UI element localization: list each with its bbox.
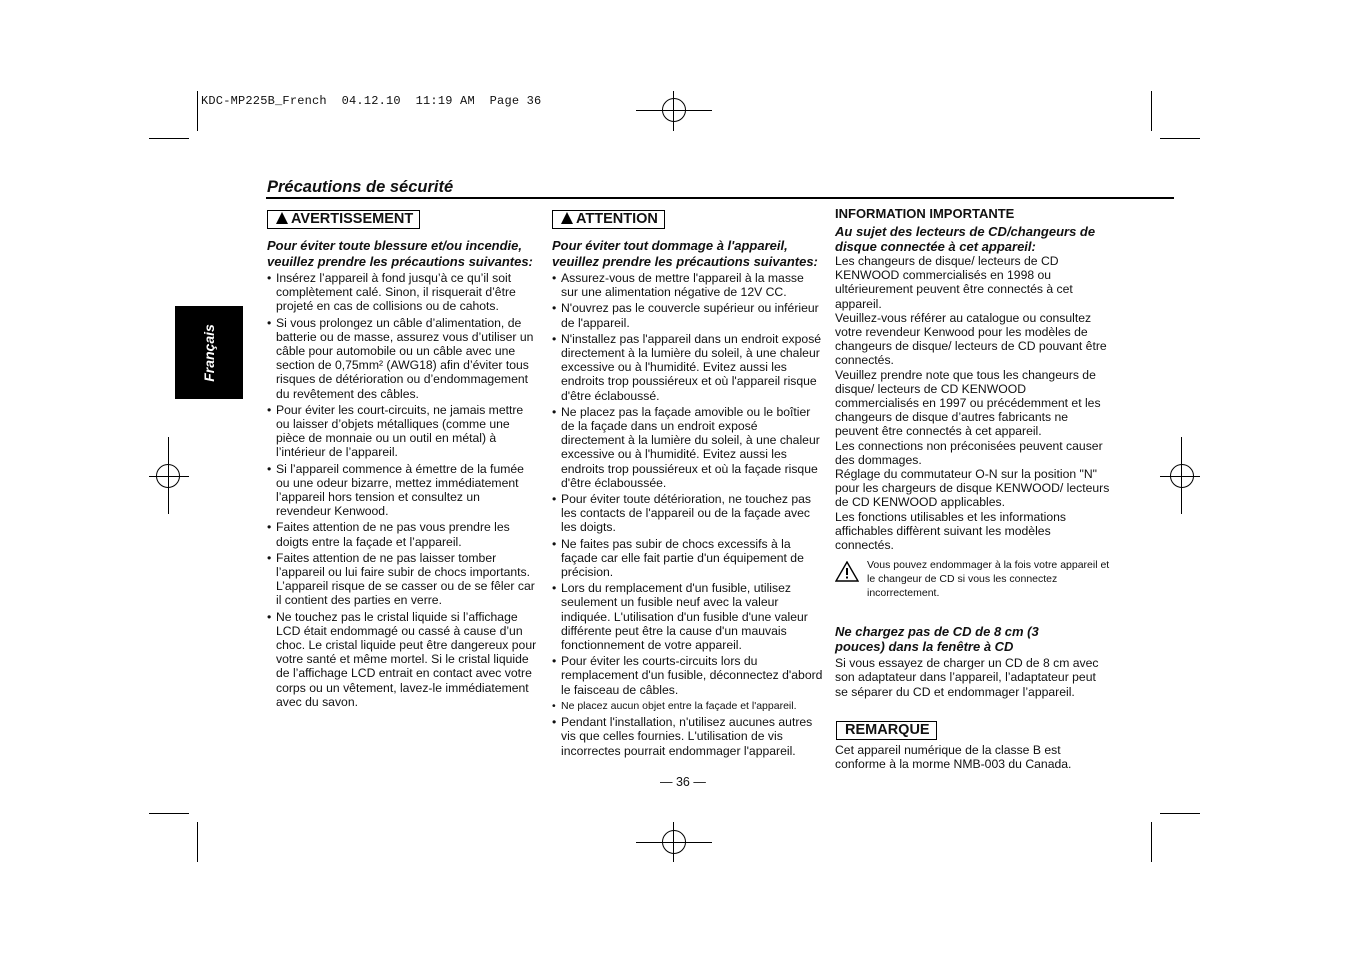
warning-triangle-icon	[276, 212, 288, 224]
warning-triangle-icon	[561, 212, 573, 224]
list-item: • Pour éviter les courts-circuits lors du remplacement d'un fusible, déconnectez d'abord le faisceau de câbles.	[551, 654, 823, 697]
info-column	[835, 206, 1110, 771]
list-item: • Assurez-vous de mettre l'appareil à la masse sur une alimentation négative de 12V CC.	[551, 271, 823, 299]
list-item: • Si l’appareil commence à émettre de la fumée ou une odeur bizarre, mettez immédiatement l’appareil hors tension et consultez un revendeur Kenwood.	[266, 462, 538, 519]
info-paragraph: Veuillez-vous référer au catalogue ou consultez votre revendeur Kenwood pour les modèles de changeurs de disque/ lecteurs de CD pouvant être connectés.	[835, 310, 1107, 368]
caution-triangle-icon	[835, 558, 867, 600]
language-tab	[175, 306, 243, 399]
warning-lead: Pour éviter toute blessure et/ou incendie, veuillez prendre les précautions suivantes:	[267, 238, 533, 269]
attention-heading-box	[552, 210, 665, 229]
list-item: • Ne placez pas la façade amovible ou le boîtier de la façade dans un endroit exposé directement à la lumière du soleil, à une chaleur excessive ou à l'humidité. Evitez aussi les endroits trop poussiéreux et où la façade risque d'être éclaboussée.	[551, 405, 823, 490]
language-tab-label: Français	[201, 323, 217, 382]
list-item: • Pendant l'installation, n'utilisez aucunes autres vis que celles fournies. L'utilisation de vis incorrectes pourrait endommager l'appareil.	[551, 715, 823, 758]
warning-list	[266, 271, 538, 709]
warning-heading: AVERTISSEMENT	[291, 211, 414, 227]
info-paragraph: Les changeurs de disque/ lecteurs de CD KENWOOD commercialisés en 1998 ou ultérieurement peuvent être connectés à cet appareil.	[835, 254, 1073, 311]
print-slug: KDC-MP225B_French 04.12.10 11:19 AM Page 36	[201, 94, 542, 108]
attention-list	[551, 271, 823, 758]
crop-mark	[1151, 822, 1152, 862]
list-item: • Faites attention de ne pas laisser tomber l’appareil ou lui faire subir de chocs importants. L’appareil risque de se casser ou de se fêler car il contient des parties en verre.	[266, 551, 538, 608]
list-item: • Lors du remplacement d'un fusible, utilisez seulement un fusible neuf avec la valeur indiquée. L'utilisation d'un fusible d'une valeur différente peut être la cause d'un mauvais fonctionnement de votre appareil.	[551, 581, 823, 652]
attention-column	[551, 210, 823, 760]
info-paragraph: Veuillez prendre note que tous les changeurs de disque/ lecteurs de CD KENWOOD commercialisés en 1997 ou précédemment et les changeurs de disque d’autres fabricants ne peuvent être connectés à cet appareil.	[835, 367, 1101, 439]
attention-lead: Pour éviter tout dommage à l'appareil, veuillez prendre les précautions suivantes:	[552, 238, 818, 269]
info-subheading: Au sujet des lecteurs de CD/changeurs de disque connectée à cet appareil:	[835, 224, 1096, 254]
list-item: • Ne touchez pas le cristal liquide si l’affichage LCD était endommagé ou cassé à cause d’un choc. Le cristal liquide peut être dangereux pour votre santé et même mortel. Si le cristal liquide de l’affichage LCD entrait en contact avec votre corps ou un vêtement, lavez-le immédiatement avec du savon.	[266, 610, 538, 709]
crop-mark	[1160, 138, 1200, 139]
info-heading: INFORMATION IMPORTANTE	[835, 206, 1015, 221]
remark-heading: REMARQUE	[845, 721, 930, 738]
list-item: • Pour éviter les court-circuits, ne jamais mettre ou laisser d’objets métalliques (comme une pièce de monnaie ou un outil en métal) à l’intérieur de l’appareil.	[266, 403, 538, 460]
info-paragraph: Les connections non préconisées peuvent causer des dommages.	[835, 438, 1103, 467]
info-paragraph: Réglage du commutateur O-N sur la position "N" pour les chargeurs de disque KENWOOD/ lecteurs de CD KENWOOD applicables.	[835, 467, 1110, 510]
cd8-text: Si vous essayez de charger un CD de 8 cm avec son adaptateur dans l’appareil, l’adaptateur peut se séparer du CD et endommager l’appareil.	[835, 656, 1099, 699]
crop-mark	[149, 138, 189, 139]
list-item: • N'ouvrez pas le couvercle supérieur ou inférieur de l'appareil.	[551, 301, 823, 329]
remark-text: Cet appareil numérique de la classe B est conforme à la morme NMB-003 du Canada.	[835, 742, 1072, 772]
list-item: • Ne faites pas subir de chocs excessifs à la façade car elle fait partie d'un équipement de précision.	[551, 537, 823, 580]
page-number: — 36 —	[660, 775, 706, 789]
cd8-heading: Ne chargez pas de CD de 8 cm (3 pouces) dans la fenêtre à CD	[835, 624, 1039, 655]
crop-mark	[197, 822, 198, 862]
crop-mark	[1160, 813, 1200, 814]
info-paragraph: Les fonctions utilisables et les informations affichables diffèrent suivant les modèles connectés.	[835, 509, 1067, 553]
crop-mark	[197, 91, 198, 131]
list-item: • Si vous prolongez un câble d’alimentation, de batterie ou de masse, assurez vous d’utiliser un câble pour automobile ou un câble avec une section de 0,75mm² (AWG18) afin d’éviter tous risques de détérioration ou d’endommagement du revêtement des câbles.	[266, 316, 538, 401]
crop-mark	[1151, 91, 1152, 131]
list-item: • Faites attention de ne pas vous prendre les doigts entre la façade et l’appareil.	[266, 520, 538, 548]
caution-note-text: Vous pouvez endommager à la fois votre appareil et le changeur de CD si vous les connectez incorrectement.	[867, 559, 1110, 600]
list-item: • N'installez pas l'appareil dans un endroit exposé directement à la lumière du soleil, à une chaleur excessive ou à l'humidité. Evitez aussi les endroits trop poussiéreux et où l'appareil risque d'être éclaboussé.	[551, 332, 823, 403]
warning-column	[266, 210, 538, 711]
list-item: • Pour éviter toute détérioration, ne touchez pas les contacts de l'appareil ou de la façade avec les doigts.	[551, 492, 823, 535]
caution-note	[835, 558, 1110, 600]
warning-heading-box	[267, 210, 420, 229]
list-item: • Ne placez aucun objet entre la façade et l'appareil.	[551, 699, 823, 713]
remark-heading-box	[836, 721, 937, 740]
title-rule	[266, 197, 1174, 199]
list-item: • Insérez l’appareil à fond jusqu’à ce qu’il soit complètement calé. Sinon, il risquerait d’être projeté en cas de collisions ou de cahots.	[266, 271, 538, 314]
attention-heading: ATTENTION	[576, 211, 658, 227]
section-title: Précautions de sécurité	[267, 178, 454, 196]
crop-mark	[149, 813, 189, 814]
